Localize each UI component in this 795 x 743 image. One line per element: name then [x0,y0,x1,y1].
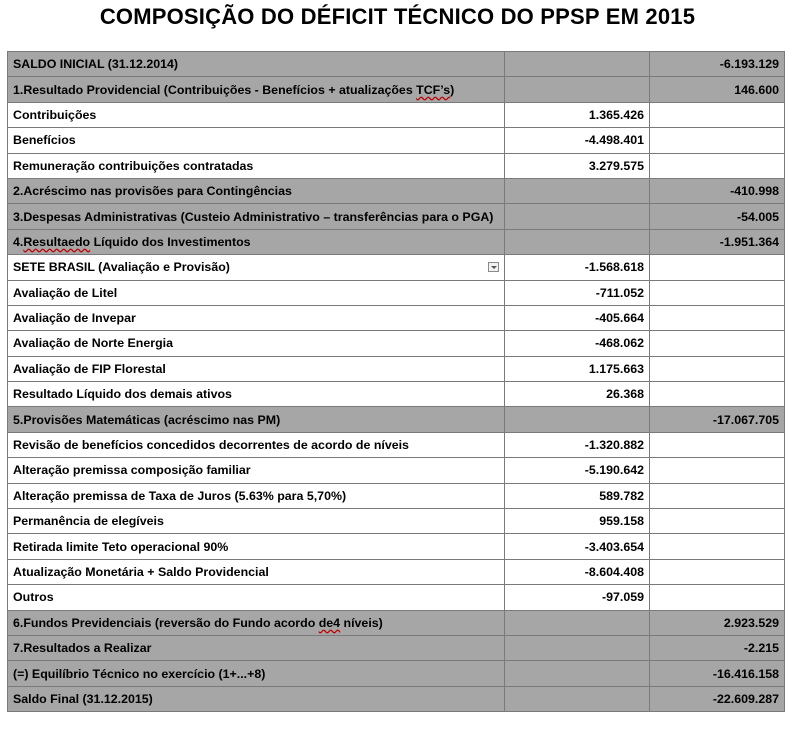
row-label: Alteração premissa composição familiar [13,463,251,478]
row-total-cell[interactable] [650,229,785,254]
table-row [8,458,785,483]
row-total-cell[interactable] [650,509,785,534]
row-label: 3.Despesas Administrativas (Custeio Administrativo – transferências para o PGA) [13,209,494,224]
deficit-table [7,51,785,712]
row-label-cell[interactable] [8,483,505,508]
row-detail-cell[interactable] [505,458,650,483]
row-total-value: -410.998 [730,184,779,199]
row-detail-cell[interactable] [505,280,650,305]
row-total-value: -1.951.364 [719,234,779,249]
row-label: 5.Provisões Matemáticas (acréscimo nas PM) [13,412,281,427]
table-row [8,509,785,534]
row-label: Contribuições [13,107,97,122]
row-detail-value: 3.279.575 [588,158,644,173]
row-total-value: -22.609.287 [712,691,779,706]
row-detail-value: 1.175.663 [588,361,644,376]
table-row [8,559,785,584]
table-row [8,610,785,635]
row-total-cell[interactable] [650,686,785,711]
row-total-cell[interactable] [650,331,785,356]
row-label: Avaliação de Litel [13,285,118,300]
row-label: Revisão de benefícios concedidos decorrentes de acordo de níveis [13,438,409,453]
row-detail-cell[interactable] [505,661,650,686]
table-row [8,153,785,178]
row-detail-value: -4.498.401 [584,133,644,148]
row-total-cell[interactable] [650,280,785,305]
table-row [8,382,785,407]
row-total-value: -2.215 [743,641,779,656]
table-row [8,483,785,508]
row-detail-cell[interactable] [505,509,650,534]
row-label-part: 4. [13,234,24,249]
row-detail-value: -8.604.408 [584,565,644,579]
row-label-cell[interactable] [8,178,505,203]
row-label: Alteração premissa de Taxa de Juros (5.63% para 5,70%) [13,488,347,503]
row-detail-cell[interactable] [505,52,650,77]
row-label-cell[interactable] [8,635,505,660]
filter-dropdown-icon[interactable] [488,262,499,272]
row-total-cell[interactable] [650,153,785,178]
row-detail-cell[interactable] [505,635,650,660]
row-label: Avaliação de Invepar [13,311,136,326]
table-row [8,178,785,203]
row-label-misspelled: TCF’s [416,82,451,97]
row-total-cell[interactable] [650,585,785,610]
row-label-cell[interactable] [8,559,505,584]
row-label-part: Líquido dos Investimentos [90,234,251,249]
row-label-part: ) [450,82,455,97]
row-detail-cell[interactable] [505,432,650,457]
table-row [8,407,785,432]
row-total-cell[interactable] [650,305,785,330]
row-label: Permanência de elegíveis [13,514,164,529]
row-label-part: 1.Resultado Providencial (Contribuições - Benefícios + atualizações [13,82,417,97]
row-label-cell[interactable] [8,255,505,280]
table-row [8,77,785,102]
row-total-cell[interactable] [650,128,785,153]
row-label-cell[interactable] [8,407,505,432]
table-row [8,534,785,559]
table-row [8,280,785,305]
row-detail-value: -97.059 [601,590,644,605]
row-total-cell[interactable] [650,661,785,686]
table-row [8,255,785,280]
table-row [8,432,785,457]
row-label-misspelled: de4 [318,615,341,630]
row-detail-value: 589.782 [599,488,644,503]
row-label-cell[interactable] [8,432,505,457]
table-row [8,331,785,356]
row-label: Avaliação de FIP Florestal [13,361,166,376]
row-label-part: níveis) [340,615,383,630]
table-row [8,585,785,610]
row-total-value: -54.005 [736,209,779,224]
row-total-cell[interactable] [650,483,785,508]
row-label-cell[interactable] [8,102,505,127]
table-row [8,356,785,381]
row-detail-value: -5.190.642 [584,463,644,478]
row-label-cell[interactable] [8,661,505,686]
row-label: (=) Equilíbrio Técnico no exercício (1+...+8) [13,666,266,681]
row-detail-cell[interactable] [505,102,650,127]
row-detail-cell[interactable] [505,534,650,559]
row-detail-cell[interactable] [505,356,650,381]
row-label: Remuneração contribuições contratadas [13,158,254,173]
row-detail-value: -405.664 [595,311,644,326]
row-total-cell[interactable] [650,458,785,483]
row-label-cell[interactable] [8,331,505,356]
row-label-cell[interactable] [8,686,505,711]
row-total-cell[interactable] [650,635,785,660]
row-detail-value: -3.403.654 [584,539,644,554]
table-body [8,52,785,712]
row-detail-cell[interactable] [505,559,650,584]
table-row [8,229,785,254]
row-detail-value: -468.062 [595,336,644,351]
row-detail-cell[interactable] [505,204,650,229]
row-detail-value: -1.568.618 [584,260,644,275]
row-detail-cell[interactable] [505,585,650,610]
row-label: Atualização Monetária + Saldo Providencial [13,565,269,579]
row-total-cell[interactable] [650,382,785,407]
table-row [8,635,785,660]
row-label-cell[interactable] [8,229,505,254]
row-label-cell[interactable] [8,280,505,305]
row-detail-value: -1.320.882 [584,438,644,453]
row-total-cell[interactable] [650,255,785,280]
row-label-cell[interactable] [8,585,505,610]
row-detail-value: -711.052 [595,285,644,300]
row-total-cell[interactable] [650,610,785,635]
row-detail-cell[interactable] [505,178,650,203]
row-total-value: -6.193.129 [719,57,779,72]
row-label: Outros [13,590,54,605]
table-row [8,52,785,77]
row-total-value: -16.416.158 [712,666,779,681]
row-total-cell[interactable] [650,407,785,432]
row-detail-cell[interactable] [505,153,650,178]
row-label: Saldo Final (31.12.2015) [13,691,153,706]
table-row [8,128,785,153]
row-total-cell[interactable] [650,356,785,381]
row-total-cell[interactable] [650,432,785,457]
row-total-cell[interactable] [650,102,785,127]
row-label-cell[interactable] [8,458,505,483]
row-label-misspelled: Resultaedo [23,234,91,249]
row-detail-value: 959.158 [599,514,644,529]
row-detail-cell[interactable] [505,610,650,635]
row-total-cell[interactable] [650,204,785,229]
table-row [8,305,785,330]
row-detail-cell[interactable] [505,407,650,432]
row-total-value: 2.923.529 [723,615,779,630]
table-row [8,102,785,127]
row-label: SETE BRASIL (Avaliação e Provisão) [13,260,230,275]
row-detail-cell[interactable] [505,255,650,280]
row-total-cell[interactable] [650,52,785,77]
row-label: Avaliação de Norte Energia [13,336,173,351]
row-label: Resultado Líquido dos demais ativos [13,387,232,402]
row-detail-cell[interactable] [505,128,650,153]
row-detail-value: 1.365.426 [588,107,644,122]
row-detail-cell[interactable] [505,305,650,330]
row-label: Retirada limite Teto operacional 90% [13,539,229,554]
row-detail-cell[interactable] [505,686,650,711]
row-label: Benefícios [13,133,76,148]
row-label-cell[interactable] [8,77,505,102]
table-row [8,204,785,229]
table-row [8,686,785,711]
row-total-cell[interactable] [650,77,785,102]
row-label-cell[interactable] [8,128,505,153]
row-total-cell[interactable] [650,559,785,584]
row-label-cell[interactable] [8,52,505,77]
row-total-cell[interactable] [650,534,785,559]
row-detail-cell[interactable] [505,483,650,508]
report-title: COMPOSIÇÃO DO DÉFICIT TÉCNICO DO PPSP EM 2015 [99,4,696,29]
row-label-cell[interactable] [8,382,505,407]
row-label-cell[interactable] [8,534,505,559]
row-label: 2.Acréscimo nas provisões para Contingências [13,184,292,199]
row-label-cell[interactable] [8,305,505,330]
row-label-cell[interactable] [8,509,505,534]
row-detail-value: 26.368 [606,387,644,402]
row-total-cell[interactable] [650,178,785,203]
row-detail-cell[interactable] [505,331,650,356]
row-label-cell[interactable] [8,356,505,381]
row-detail-cell[interactable] [505,229,650,254]
row-total-value: -17.067.705 [712,412,779,427]
row-label-cell[interactable] [8,204,505,229]
row-label-cell[interactable] [8,153,505,178]
row-detail-cell[interactable] [505,77,650,102]
row-label: 7.Resultados a Realizar [13,641,152,656]
row-label-part: 6.Fundos Previdenciais (reversão do Fundo acordo [13,615,319,630]
row-label-cell[interactable] [8,610,505,635]
row-total-value: 146.600 [734,82,779,97]
table-row [8,661,785,686]
row-label: SALDO INICIAL (31.12.2014) [13,57,179,72]
row-detail-cell[interactable] [505,382,650,407]
